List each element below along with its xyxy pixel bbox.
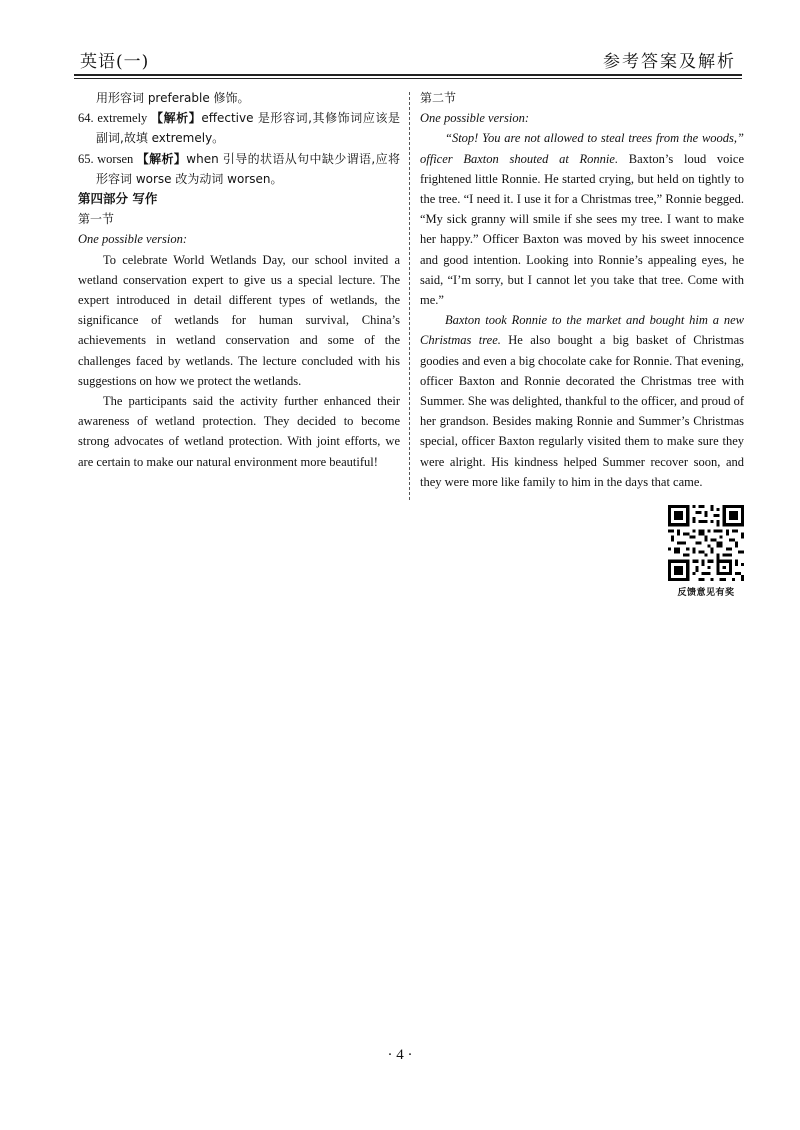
item-65-tag: 【解析】 bbox=[136, 151, 187, 166]
essay-2-p2-opening: Baxton took Ronnie to the market and bought him a new Christmas tree. bbox=[420, 313, 744, 348]
item-63-continuation bbox=[78, 88, 400, 108]
essay-2-p1-opening: “Stop! You are not allowed to steal trees from the woods,” officer Baxton shouted at Ronnie. bbox=[420, 131, 744, 166]
item-65-number: 65. bbox=[78, 151, 94, 166]
item-64-tag: 【解析】 bbox=[151, 111, 202, 126]
essay-1-paragraph-1: To celebrate World Wetlands Day, our school invited a wetland conservation expert to give us a special lecture. The expert introduced in detail different types of wetlands, the significance of wetlands for human survival, China’s achievements in wetland conservation and some of the challenges faced by wetlands. The lecture concluded with his suggestions on how we protect the wetlands. bbox=[78, 252, 400, 388]
subsection-title-1: 第一节 bbox=[78, 212, 115, 227]
version-label-2: One possible version: bbox=[420, 111, 530, 126]
answer-item-64 bbox=[78, 108, 400, 148]
page-number: · 4 · bbox=[387, 1047, 413, 1063]
essay-2-paragraph-2 bbox=[420, 310, 744, 492]
essay-2-p2-body: He also bought a big basket of Christmas goodies and even a big chocolate cake for Ronnie. That evening, officer Baxton and Ronnie decorated the Christmas tree with Summer. She was delighted, thankful to the officer, and proud of her grandson. Besides making Ronnie and Summer’s Christmas special, officer Baxton regularly visited them to make sure they were alright. His kindness helped Summer recover soon, and they were more like family to him in the days that came. bbox=[420, 333, 744, 489]
essay-2-paragraph-1 bbox=[420, 128, 744, 310]
qr-caption: 反馈意见有奖 bbox=[677, 588, 735, 598]
column-divider bbox=[409, 92, 410, 500]
subsection-title-2: 第二节 bbox=[420, 91, 457, 105]
answer-item-65 bbox=[78, 149, 400, 189]
item-64-explanation: effective 是形容词,其修饰词应该是副词,故填 extremely。 bbox=[96, 111, 400, 146]
header-answer-key-title: 参考答案及解析 bbox=[603, 52, 736, 72]
item-64-number: 64. bbox=[78, 111, 94, 126]
item-65-explanation: when 引导的状语从句中缺少谓语,应将形容词 worse 改为动词 worsen。 bbox=[96, 151, 401, 186]
header-subject-title: 英语(一) bbox=[80, 52, 150, 72]
item-64-answer: extremely bbox=[97, 111, 148, 126]
item-63-text: 用形容词 preferable 修饰。 bbox=[96, 91, 250, 105]
right-column bbox=[420, 88, 744, 492]
left-column bbox=[78, 88, 400, 472]
essay-1-paragraph-2: The participants said the activity further enhanced their awareness of wetland protection. They decided to become strong advocates of wetland protection. With joint efforts, we are certain to make our natural environment more beautiful! bbox=[78, 394, 400, 469]
header-rule bbox=[74, 74, 742, 76]
item-65-answer: worsen bbox=[97, 151, 134, 166]
section-title-writing: 第四部分 写作 bbox=[78, 191, 158, 207]
header-rule-secondary bbox=[74, 78, 742, 79]
qr-code-icon[interactable] bbox=[668, 505, 744, 581]
version-label-1: One possible version: bbox=[78, 232, 188, 247]
feedback-qr[interactable] bbox=[668, 505, 744, 598]
essay-2-p1-body: Baxton’s loud voice frightened little Ronnie. He started crying, but held on tightly to the tree. “I need it. I use it for a Christmas tree,” Ronnie begged. “My sick granny will smile if she sees my tree. I want to make her happy.” Officer Baxton was moved by his sweet innocence and good intention. Looking into Ronnie’s appealing eyes, he said, “I’m sorry, but I cannot let you take that tree. Come with me.” bbox=[420, 151, 744, 308]
